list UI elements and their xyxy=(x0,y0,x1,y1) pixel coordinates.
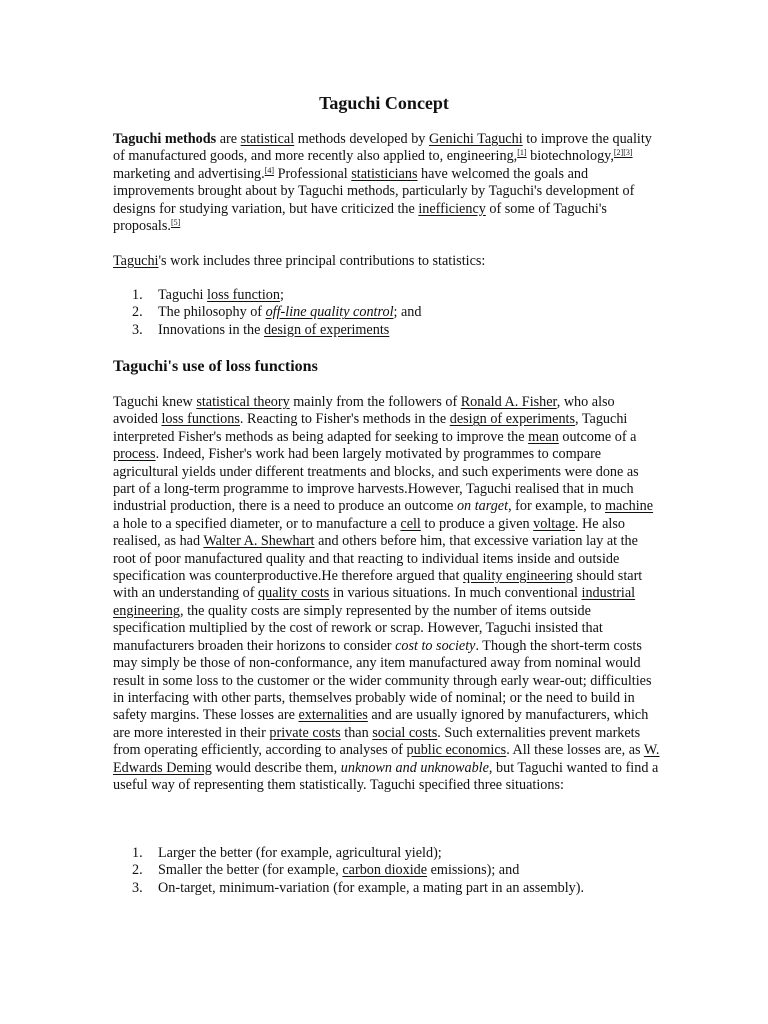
quality-engineering-link[interactable]: quality engineering xyxy=(462,568,573,585)
text-run: outcome of a xyxy=(558,428,637,445)
text-run: Innovations in the xyxy=(158,321,264,338)
machine-link[interactable]: machine xyxy=(604,498,654,515)
design-of-experiments-link[interactable]: design of experiments xyxy=(264,321,390,338)
italic-text: on target xyxy=(456,498,509,515)
industrial-engineering-link[interactable]: industrial engineering xyxy=(113,585,636,619)
text-run: to produce a given xyxy=(420,515,534,532)
off-line-quality-control-link[interactable]: off-line quality control xyxy=(265,304,394,321)
walter-a-shewhart-link[interactable]: Walter A. Shewhart xyxy=(203,533,315,550)
statistical-theory-link[interactable]: statistical theory xyxy=(196,394,290,410)
text-run: methods developed by xyxy=(294,131,429,147)
text-run: Larger the better (for example, agricultural yield); xyxy=(158,845,442,861)
cell-link[interactable]: cell xyxy=(400,515,421,532)
carbon-dioxide-link[interactable]: carbon dioxide xyxy=(342,862,428,879)
text-run: . He also realised, as had xyxy=(113,515,625,550)
intro-paragraph xyxy=(113,131,661,235)
voltage-link[interactable]: voltage xyxy=(533,515,575,532)
inefficiency-link[interactable]: inefficiency xyxy=(418,200,486,217)
loss-function-link[interactable]: loss function xyxy=(207,287,280,303)
text-run: . Though the short-term costs may simply be those of non-conformance, any item manufactured away from nominal would result in some loss to the customer or the wider community through early wear-out; difficulties in interfacing with other parts, themselves probably wide of nominal; or the need to build in safety margins. These losses are xyxy=(113,637,652,724)
list-item xyxy=(113,287,661,304)
text-run: and are usually ignored by manufacturers, which are more interested in their xyxy=(113,707,649,741)
list-item xyxy=(113,304,661,321)
text-run: to improve the quality of manufactured goods, and more recently also applied to, engineering, xyxy=(113,131,652,165)
public-economics-link[interactable]: public economics xyxy=(406,742,507,759)
private-costs-link[interactable]: private costs xyxy=(269,724,341,741)
list-item xyxy=(113,862,661,879)
text-run: are xyxy=(216,131,241,147)
italic-text: unknown and unknowable xyxy=(340,759,489,776)
citation-link[interactable]: [5] xyxy=(170,218,181,228)
loss-functions-paragraph xyxy=(113,394,661,794)
text-run: . All these losses are, as xyxy=(506,742,644,759)
quality-costs-link[interactable]: quality costs xyxy=(258,585,330,602)
text-run: marketing and advertising. xyxy=(113,165,265,182)
page-title: Taguchi Concept xyxy=(319,93,449,113)
text-run: ; and xyxy=(393,304,422,321)
text-run: , the quality costs are simply represented by the number of items outside specification multiplied by the cost of rework or scrap. However, Taguchi insisted that manufacturers broaden their horizons to consider xyxy=(113,602,603,654)
text-run: of some of Taguchi's proposals. xyxy=(113,200,607,235)
text-run: . Such externalities prevent markets from operating efficiently, according to analyses of xyxy=(113,724,641,759)
ronald-a-fisher-link[interactable]: Ronald A. Fisher xyxy=(460,394,557,410)
taguchi-link[interactable]: Taguchi xyxy=(113,253,159,269)
text-run: Professional xyxy=(274,165,352,182)
loss-functions-link[interactable]: loss functions xyxy=(161,411,240,428)
list-number: 1. xyxy=(132,845,143,861)
text-run: , who also avoided xyxy=(113,394,615,428)
text-run: . Reacting to Fisher's methods in the xyxy=(239,411,450,428)
list-number: 2. xyxy=(132,304,143,321)
text-run: would describe them, xyxy=(211,759,341,776)
text-run: Taguchi knew xyxy=(113,394,197,410)
text-run: . Indeed, Fisher's work had been largely motivated by programmes to compare agricultural yields under different treatments and blocks, and such experiments were done as part of a long-term programme to improve harvests.However, Taguchi realised that in much industrial production, there is a need to produce an outcome xyxy=(113,446,639,515)
genichi-taguchi-link[interactable]: Genichi Taguchi xyxy=(428,131,523,147)
text-run: , for example, to xyxy=(508,498,605,515)
situations-list xyxy=(113,845,661,897)
citation-link[interactable]: [4] xyxy=(264,165,275,175)
list-number: 1. xyxy=(132,287,143,303)
citation-superscript xyxy=(614,148,633,157)
statistical-link[interactable]: statistical xyxy=(240,131,295,147)
mean-link[interactable]: mean xyxy=(528,428,559,445)
text-run: 's work includes three principal contributions to statistics: xyxy=(158,253,486,269)
text-run: , but Taguchi wanted to find a useful way of representing them statistically. Taguchi specified three situations: xyxy=(113,759,659,793)
contributions-intro xyxy=(113,253,661,270)
text-run: than xyxy=(340,724,373,741)
w-edwards-deming-link[interactable]: W. Edwards Deming xyxy=(113,742,660,776)
text-run: Smaller the better (for example, xyxy=(158,862,343,879)
list-item xyxy=(113,880,661,897)
text-run: , Taguchi interpreted Fisher's methods as being adapted for seeking to improve the xyxy=(113,411,628,445)
text-run: should start with an understanding of xyxy=(113,568,643,602)
bold-text: Taguchi methods xyxy=(113,131,217,147)
text-run: mainly from the followers of xyxy=(289,394,461,410)
citation-superscript xyxy=(171,218,180,227)
italic-text: cost to society xyxy=(395,637,476,654)
list-number: 3. xyxy=(132,321,143,338)
social-costs-link[interactable]: social costs xyxy=(372,724,438,741)
citation-superscript xyxy=(265,166,274,175)
externalities-link[interactable]: externalities xyxy=(298,707,368,724)
contributions-list xyxy=(113,287,661,339)
list-number: 3. xyxy=(132,879,143,896)
list-number: 2. xyxy=(132,862,143,879)
list-item xyxy=(113,322,661,339)
text-run: biotechnology, xyxy=(526,148,614,165)
text-run: ; xyxy=(279,287,284,303)
list-item xyxy=(113,845,661,862)
text-run: On-target, minimum-variation (for example, a mating part in an assembly). xyxy=(158,879,585,896)
text-run: and others before him, that excessive variation lay at the root of poor manufactured quality and that reacting to individual items inside and outside specification was counterproductive.He therefore argued that xyxy=(113,533,638,585)
text-run: emissions); and xyxy=(427,862,520,879)
text-run: in various situations. In much conventional xyxy=(329,585,582,602)
text-run: have welcomed the goals and improvements brought about by Taguchi methods, particularly by Taguchi's development of designs for studying variation, but have criticized the xyxy=(113,165,635,217)
citation-link[interactable]: [2][3] xyxy=(613,148,633,158)
text-run: Taguchi xyxy=(158,287,208,303)
section-heading: Taguchi's use of loss functions xyxy=(113,358,318,375)
design-of-experiments-link[interactable]: design of experiments xyxy=(449,411,576,428)
process-link[interactable]: process xyxy=(113,446,156,463)
text-run: The philosophy of xyxy=(158,304,266,321)
citation-superscript xyxy=(517,148,526,157)
text-run: a hole to a specified diameter, or to manufacture a xyxy=(113,515,401,532)
citation-link[interactable]: [1] xyxy=(517,148,527,158)
statisticians-link[interactable]: statisticians xyxy=(351,165,418,182)
